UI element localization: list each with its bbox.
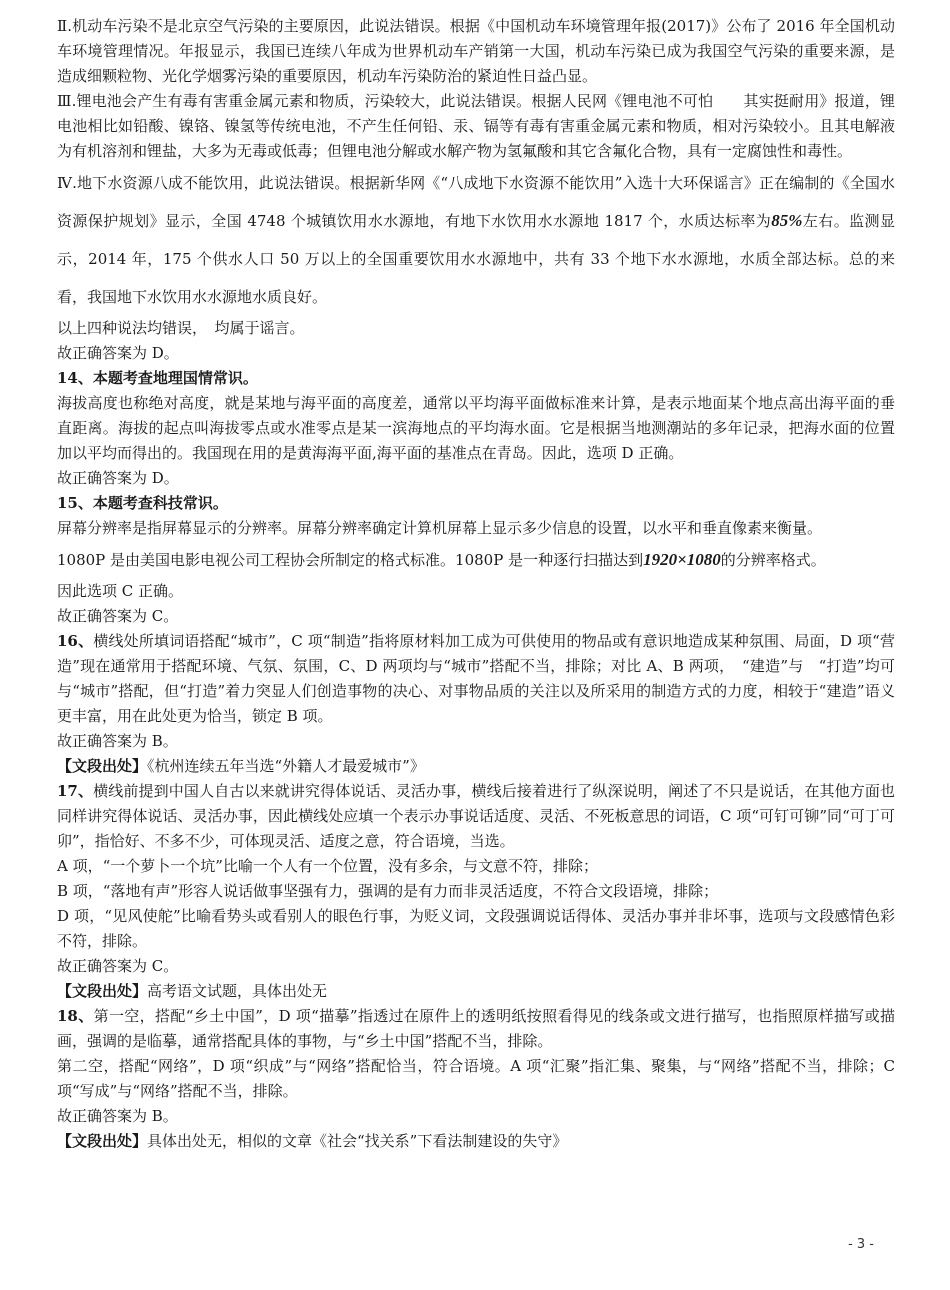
question-15-conclusion: 因此选项 C 正确。	[57, 582, 184, 600]
question-14-heading: 14、本题考查地理国情常识。	[57, 369, 258, 387]
question-16-body	[57, 629, 895, 729]
source-text: 高考语文试题，具体出处无	[147, 982, 328, 1000]
source-text: 《杭州连续五年当选“外籍人才最爱城市”》	[147, 757, 425, 775]
question-16-source	[57, 754, 895, 779]
question-17-option-d: D 项，“见风使舵”比喻看势头或看别人的眼色行事，为贬义词，文段强调说话得体、灵活办事并非坏事，选项与文段感情色彩不符，排除。	[57, 907, 895, 950]
paragraph-summary: 以上四种说法均错误， 均属于谣言。	[57, 319, 305, 337]
paragraph-text: 左右。监测显示，2014 年，175 个供水人口 50 万以上的全国重要饮用水水源地中，共有 33 个地下水水源地，水质全部达标。总的来看，我国地下水饮用水水源地水质良好。	[57, 212, 895, 306]
question-18-number: 18、	[57, 1007, 94, 1025]
source-label: 【文段出处】	[57, 757, 148, 775]
question-15-answer: 故正确答案为 C。	[57, 607, 179, 625]
question-17-number: 17、	[57, 782, 94, 800]
question-16-answer: 故正确答案为 B。	[57, 732, 178, 750]
paragraph-item-4	[57, 164, 895, 316]
question-18-body	[57, 1004, 895, 1054]
question-17-body	[57, 779, 895, 854]
inline-percent: 85%	[771, 211, 803, 230]
paragraph-text: Ⅳ.地下水资源八成不能饮用，此说法错误。根据新华网《“八成地下水资源不能饮用”入选十大环保谣言》正在编制的《全国水资源保护规划》显示，全国 4748 个城镇饮用水水源地，有地下水饮用水水源地 1817 个，水质达标率为	[57, 174, 895, 230]
question-18-body-2: 第二空，搭配“网络”，D 项“织成”与“网络”搭配恰当，符合语境。A 项“汇聚”指汇集、聚集，与“网络”搭配不当，排除；C 项“写成”与“网络”搭配不当，排除。	[57, 1057, 895, 1100]
paragraph-item-2: Ⅱ.机动车污染不是北京空气污染的主要原因，此说法错误。根据《中国机动车环境管理年报(2017)》公布了 2016 年全国机动车环境管理情况。年报显示，我国已连续八年成为世界机动车产销第一大国，机动车污染已成为我国空气污染的重要来源，是造成细颗粒物、光化学烟雾污染的重要原因，机动车污染防治的紧迫性日益凸显。	[57, 17, 895, 85]
inline-resolution: 1920×1080	[643, 550, 721, 569]
question-17-option-b: B 项，“落地有声”形容人说话做事坚强有力，强调的是有力而非灵活适度，不符合文段语境，排除；	[57, 882, 719, 900]
paragraph-text: 的分辨率格式。	[720, 551, 826, 569]
question-18-answer: 故正确答案为 B。	[57, 1107, 178, 1125]
page-number: - 3 -	[848, 1237, 874, 1252]
source-label: 【文段出处】	[57, 982, 148, 1000]
source-text: 具体出处无，相似的文章《社会“找关系”下看法制建设的失守》	[147, 1132, 568, 1150]
document-page	[57, 14, 895, 1154]
paragraph-text: 1080P 是由美国电影电视公司工程协会所制定的格式标准。1080P 是一种逐行扫描达到	[57, 551, 644, 569]
source-label: 【文段出处】	[57, 1132, 148, 1150]
question-17-option-a: A 项，“一个萝卜一个坑”比喻一个人有一个位置，没有多余，与文意不符，排除；	[57, 857, 598, 875]
question-16-number: 16、	[57, 632, 94, 650]
paragraph-item-3: Ⅲ.锂电池会产生有毒有害重金属元素和物质，污染较大，此说法错误。根据人民网《锂电池不可怕 其实挺耐用》报道，锂电池相比如铅酸、镍铬、镍氢等传统电池，不产生任何铅、汞、镉等有毒有害重金属元素和物质，相对污染较小。且其电解液为有机溶剂和锂盐，大多为无毒或低毒；但锂电池分解或水解产物为氢氟酸和其它含氟化合物，具有一定腐蚀性和毒性。	[57, 92, 895, 160]
paragraph-text: 第一空，搭配“乡土中国”，D 项“描摹”指透过在原件上的透明纸按照看得见的线条或文进行描写，也指照原样描写或描画，强调的是临摹，通常搭配具体的事物，与“乡土中国”搭配不当，排除。	[57, 1007, 895, 1050]
paragraph-text: 横线处所填词语搭配“城市”，C 项“制造”指将原材料加工成为可供使用的物品或有意识地造成某种氛围、局面，D 项“营造”现在通常用于搭配环境、气氛、氛围，C、D 两项均与“城市”搭配不当，排除；对比 A、B 两项， “建造”与 “打造”均可与“城市”搭配，但“打造”着力突显人们创造事物的决心、对事物品质的关注以及所采用的制造方式的力度，相较于“建造”语义更丰富，用在此处更为恰当，锁定 B 项。	[57, 632, 896, 725]
question-17-answer: 故正确答案为 C。	[57, 957, 179, 975]
question-15-heading: 15、本题考查科技常识。	[57, 494, 228, 512]
question-15-body: 屏幕分辨率是指屏幕显示的分辨率。屏幕分辨率确定计算机屏幕上显示多少信息的设置，以水平和垂直像素来衡量。	[57, 519, 823, 537]
question-15-body-2	[57, 541, 895, 579]
question-14-body: 海拔高度也称绝对高度，就是某地与海平面的高度差，通常以平均海平面做标准来计算，是表示地面某个地点高出海平面的垂直距离。海拔的起点叫海拔零点或水准零点是某一滨海地点的平均海水面。它是根据当地测潮站的多年记录，把海水面的位置加以平均而得出的。我国现在用的是黄海海平面,海平面的基准点在青岛。因此，选项 D 正确。	[57, 394, 895, 462]
question-14-answer: 故正确答案为 D。	[57, 469, 179, 487]
question-18-source	[57, 1129, 895, 1154]
paragraph-text: 横线前提到中国人自古以来就讲究得体说话、灵活办事，横线后接着进行了纵深说明，阐述了不只是说话，在其他方面也同样讲究得体说话、灵活办事，因此横线处应填一个表示办事说话适度、灵活、不死板意思的词语，C 项“可钉可铆”同“可丁可卯”，指恰好、不多不少，可体现灵活、适度之意，符合语境，当选。	[57, 782, 895, 850]
answer-line: 故正确答案为 D。	[57, 344, 179, 362]
question-17-source	[57, 979, 895, 1004]
